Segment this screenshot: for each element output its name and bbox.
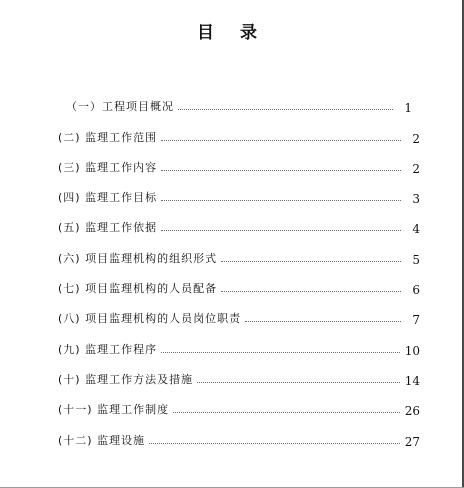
toc-dot-leader [245, 320, 401, 322]
toc-dot-leader [221, 290, 401, 292]
toc-entry-11[interactable] [58, 389, 420, 419]
toc-entry-page: 10 [404, 343, 420, 358]
toc-entry-1[interactable] [58, 86, 420, 116]
toc-entry-label: (十一) 监理工作制度 [58, 403, 170, 417]
toc-entry-5[interactable] [58, 207, 420, 237]
toc-dot-leader [161, 169, 401, 171]
toc-entry-10[interactable] [58, 359, 420, 389]
toc-entry-page: 5 [412, 252, 420, 267]
toc-entry-page: 27 [404, 434, 420, 449]
toc-dot-leader [178, 108, 393, 110]
toc-entry-page: 26 [404, 404, 420, 419]
toc-entry-label: (九) 监理工作程序 [58, 342, 158, 356]
toc-entry-2[interactable] [58, 116, 420, 146]
toc-entry-9[interactable] [58, 328, 420, 358]
toc-entry-page: 3 [412, 192, 420, 207]
toc-entry-label: (十二) 监理设施 [58, 433, 146, 447]
toc-entry-label: (十) 监理工作方法及措施 [58, 372, 194, 386]
toc-dot-leader [149, 442, 400, 444]
toc-title: 目 录 [197, 23, 267, 43]
toc-entry-8[interactable] [58, 298, 420, 328]
toc-entry-page: 1 [404, 101, 412, 116]
toc-entry-4[interactable] [58, 177, 420, 207]
toc-entry-page: 14 [404, 373, 420, 388]
toc-dot-leader [161, 351, 400, 353]
toc-entry-page: 2 [412, 131, 420, 146]
toc-entry-label: （一）工程项目概况 [66, 100, 174, 114]
toc-entry-label: (七) 项目监理机构的人员配备 [58, 282, 218, 296]
toc-dot-leader [161, 139, 401, 141]
toc-entry-label: (二) 监理工作范围 [58, 130, 158, 144]
table-of-contents [58, 86, 420, 450]
toc-dot-leader [221, 260, 401, 262]
toc-entry-7[interactable] [58, 268, 420, 298]
toc-entry-6[interactable] [58, 237, 420, 267]
toc-entry-3[interactable] [58, 147, 420, 177]
toc-entry-label: (三) 监理工作内容 [58, 160, 158, 174]
toc-entry-label: (八) 项目监理机构的人员岗位职责 [58, 312, 242, 326]
toc-entry-label: (四) 监理工作目标 [58, 191, 158, 205]
toc-entry-page: 4 [412, 222, 420, 237]
toc-dot-leader [173, 411, 400, 413]
toc-entry-page: 2 [412, 161, 420, 176]
toc-dot-leader [197, 381, 400, 383]
toc-entry-page: 6 [412, 283, 420, 298]
toc-entry-12[interactable] [58, 419, 420, 449]
toc-dot-leader [161, 229, 401, 231]
toc-entry-page: 7 [412, 313, 420, 328]
toc-dot-leader [161, 199, 401, 201]
toc-entry-label: (六) 项目监理机构的组织形式 [58, 251, 218, 265]
toc-entry-label: (五) 监理工作依据 [58, 221, 158, 235]
